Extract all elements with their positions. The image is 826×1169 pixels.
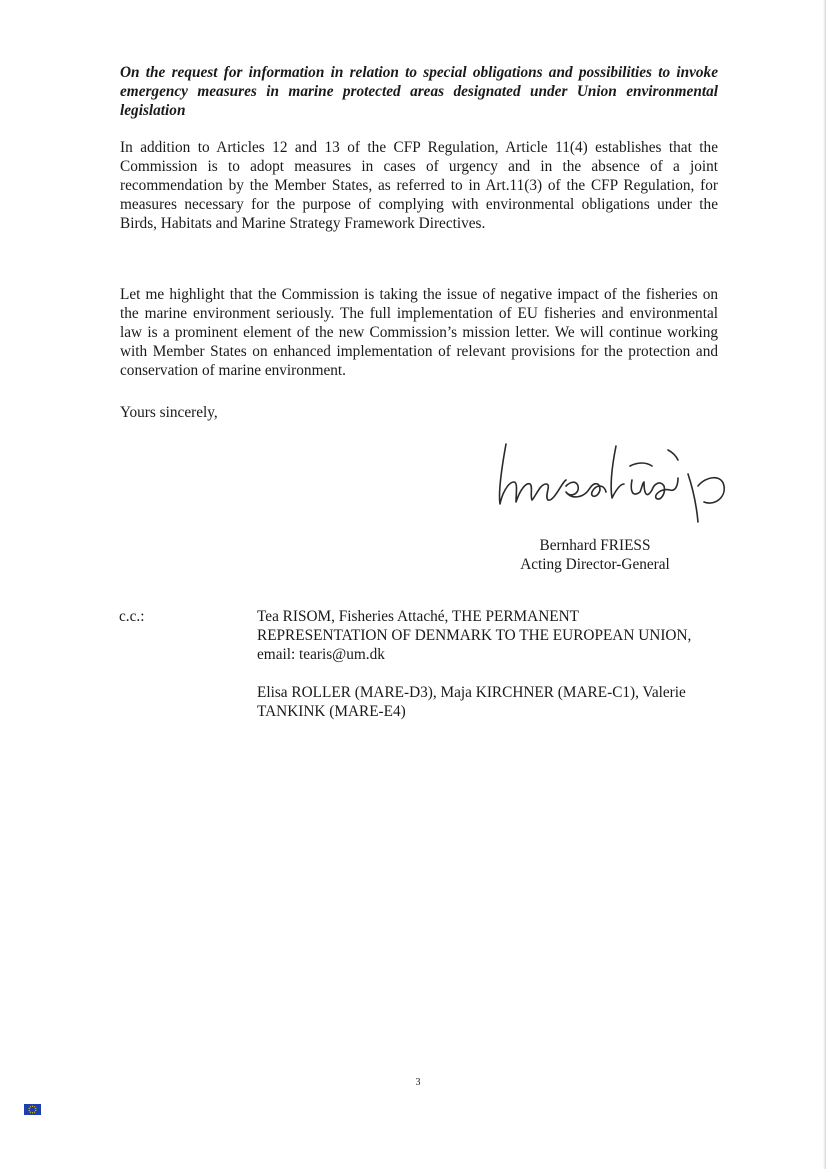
signatory-name: Bernhard FRIESS xyxy=(539,537,651,554)
handwritten-signature xyxy=(492,436,732,532)
section-heading: On the request for information in relation to special obligations and possibilities to invoke emergency measures in marine protected areas designated under Union environmental legislation xyxy=(120,64,718,119)
signatory-title: Acting Director-General xyxy=(520,556,670,573)
paragraph-commitment: Let me highlight that the Commission is taking the issue of negative impact of the fisheries on the marine environment seriously. The full implementation of EU fisheries and environmental law is a prominent element of the new Commission’s mission letter. We will continue working with Member States on enhanced implementation of relevant provisions for the protection and conservation of marine environment. xyxy=(120,286,718,379)
cc-label: c.c.: xyxy=(119,608,145,625)
paragraph-articles: In addition to Articles 12 and 13 of the CFP Regulation, Article 11(4) establishes that the Commission is to adopt measures in cases of urgency and in the absence of a joint recommendation by the Member States, as referred to in Art.11(3) of the CFP Regulation, for measures necessary for the purpose of complying with environmental obligations under the Birds, Habitats and Marine Strategy Framework Directives. xyxy=(120,139,718,232)
cc-entry-mare-staff: Elisa ROLLER (MARE-D3), Maja KIRCHNER (MARE-C1), Valerie TANKINK (MARE-E4) xyxy=(257,684,686,720)
signatory-block xyxy=(500,536,690,574)
closing-salutation: Yours sincerely, xyxy=(120,404,218,421)
eu-flag-icon xyxy=(24,1104,41,1115)
cc-entry-permanent-representation: Tea RISOM, Fisheries Attaché, THE PERMANENT REPRESENTATION OF DENMARK TO THE EUROPEAN UNION, email: tearis@um.dk xyxy=(257,608,692,663)
page-number: 3 xyxy=(415,1077,421,1088)
letter-body xyxy=(120,63,718,422)
cc-recipients xyxy=(257,607,697,721)
